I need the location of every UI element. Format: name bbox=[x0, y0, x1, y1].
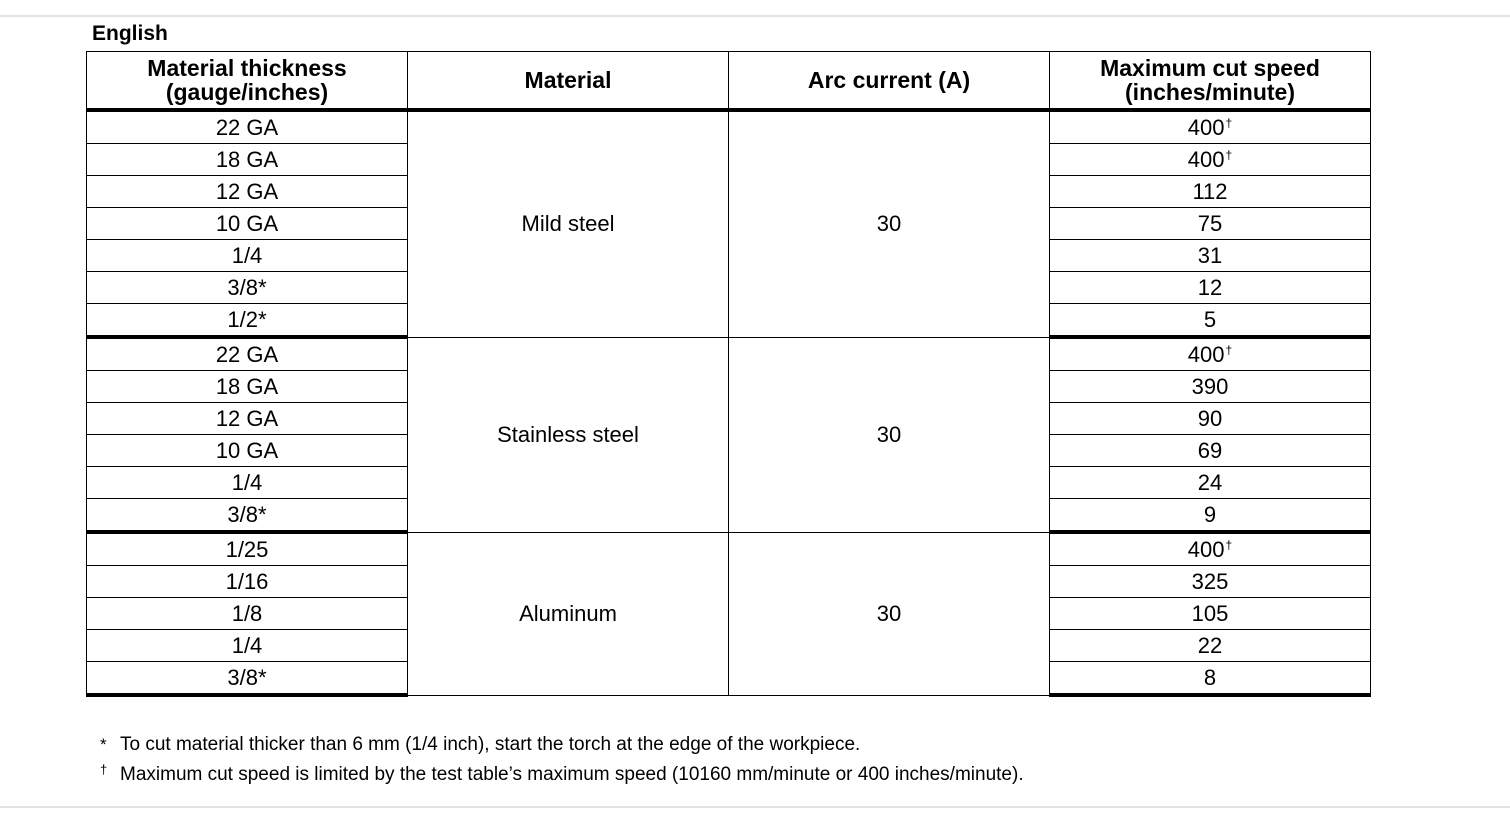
cell-max-speed bbox=[1050, 208, 1371, 240]
cell-max-speed bbox=[1050, 272, 1371, 304]
speed-value: 24 bbox=[1197, 469, 1223, 495]
cut-speed-table bbox=[86, 51, 1371, 697]
speed-value: 400 bbox=[1187, 341, 1225, 367]
table-body bbox=[87, 110, 1371, 695]
speed-value: 112 bbox=[1192, 178, 1228, 204]
cell-thickness: 1/4 bbox=[87, 630, 408, 662]
speed-value: 105 bbox=[1191, 600, 1229, 626]
cell-max-speed bbox=[1050, 662, 1371, 696]
cell-max-speed bbox=[1050, 144, 1371, 176]
table-row bbox=[87, 337, 1371, 371]
speed-value: 22 bbox=[1197, 632, 1223, 658]
speed-value: 400 bbox=[1187, 536, 1225, 562]
speed-value: 31 bbox=[1197, 242, 1223, 268]
cell-max-speed bbox=[1050, 532, 1371, 566]
cell-arc-current: 30 bbox=[729, 337, 1050, 532]
cell-thickness: 1/25 bbox=[87, 532, 408, 566]
section-title: English bbox=[92, 22, 168, 45]
cell-thickness: 1/8 bbox=[87, 598, 408, 630]
cell-arc-current: 30 bbox=[729, 532, 1050, 695]
top-divider bbox=[0, 15, 1510, 17]
speed-value: 400 bbox=[1187, 114, 1225, 140]
speed-value: 390 bbox=[1191, 373, 1229, 399]
cell-thickness: 10 GA bbox=[87, 435, 408, 467]
header-max-speed: Maximum cut speed (inches/minute) bbox=[1050, 52, 1371, 111]
speed-value: 325 bbox=[1191, 568, 1229, 594]
cell-max-speed bbox=[1050, 566, 1371, 598]
cell-material: Mild steel bbox=[408, 110, 729, 337]
cell-max-speed bbox=[1050, 403, 1371, 435]
speed-value: 9 bbox=[1203, 501, 1217, 527]
cell-max-speed bbox=[1050, 499, 1371, 533]
cell-thickness: 22 GA bbox=[87, 110, 408, 144]
cell-arc-current: 30 bbox=[729, 110, 1050, 337]
table-header-row bbox=[87, 52, 1371, 111]
dagger-mark: † bbox=[1225, 342, 1233, 357]
bottom-divider bbox=[0, 806, 1510, 808]
cell-thickness: 3/8* bbox=[87, 272, 408, 304]
footnote-mark: * bbox=[100, 735, 107, 754]
cell-max-speed bbox=[1050, 371, 1371, 403]
speed-value: 12 bbox=[1197, 274, 1223, 300]
footnotes bbox=[100, 730, 1024, 790]
speed-value: 75 bbox=[1197, 210, 1223, 236]
dagger-mark: † bbox=[1225, 115, 1233, 130]
footnote-asterisk bbox=[100, 730, 1024, 760]
cell-thickness: 12 GA bbox=[87, 403, 408, 435]
header-material: Material bbox=[408, 52, 729, 111]
header-arc-current: Arc current (A) bbox=[729, 52, 1050, 111]
speed-value: 8 bbox=[1203, 664, 1217, 690]
footnote-dagger bbox=[100, 760, 1024, 790]
cell-thickness: 18 GA bbox=[87, 144, 408, 176]
cell-thickness: 18 GA bbox=[87, 371, 408, 403]
cell-thickness: 1/2* bbox=[87, 304, 408, 338]
cell-thickness: 22 GA bbox=[87, 337, 408, 371]
cell-max-speed bbox=[1050, 598, 1371, 630]
cell-material: Aluminum bbox=[408, 532, 729, 695]
table-row bbox=[87, 110, 1371, 144]
cell-thickness: 1/4 bbox=[87, 240, 408, 272]
cell-thickness: 10 GA bbox=[87, 208, 408, 240]
cell-max-speed bbox=[1050, 337, 1371, 371]
footnote-text: To cut material thicker than 6 mm (1/4 inch), start the torch at the edge of the workpiece. bbox=[120, 734, 861, 755]
cell-max-speed bbox=[1050, 467, 1371, 499]
cell-max-speed bbox=[1050, 435, 1371, 467]
speed-value: 90 bbox=[1197, 405, 1223, 431]
cell-max-speed bbox=[1050, 110, 1371, 144]
cell-max-speed bbox=[1050, 240, 1371, 272]
cell-max-speed bbox=[1050, 304, 1371, 338]
cell-max-speed bbox=[1050, 630, 1371, 662]
cell-thickness: 3/8* bbox=[87, 499, 408, 533]
cell-thickness: 1/16 bbox=[87, 566, 408, 598]
speed-value: 5 bbox=[1203, 306, 1217, 332]
cell-material: Stainless steel bbox=[408, 337, 729, 532]
footnote-text: Maximum cut speed is limited by the test table’s maximum speed (10160 mm/minute or 400 inches/minute). bbox=[120, 764, 1024, 785]
dagger-mark: † bbox=[1225, 147, 1233, 162]
table-row bbox=[87, 532, 1371, 566]
footnote-mark: † bbox=[100, 762, 108, 777]
header-thickness: Material thickness (gauge/inches) bbox=[87, 52, 408, 111]
speed-value: 69 bbox=[1197, 437, 1223, 463]
cell-max-speed bbox=[1050, 176, 1371, 208]
cell-thickness: 3/8* bbox=[87, 662, 408, 696]
cell-thickness: 12 GA bbox=[87, 176, 408, 208]
cell-thickness: 1/4 bbox=[87, 467, 408, 499]
dagger-mark: † bbox=[1225, 537, 1233, 552]
speed-value: 400 bbox=[1187, 146, 1225, 172]
